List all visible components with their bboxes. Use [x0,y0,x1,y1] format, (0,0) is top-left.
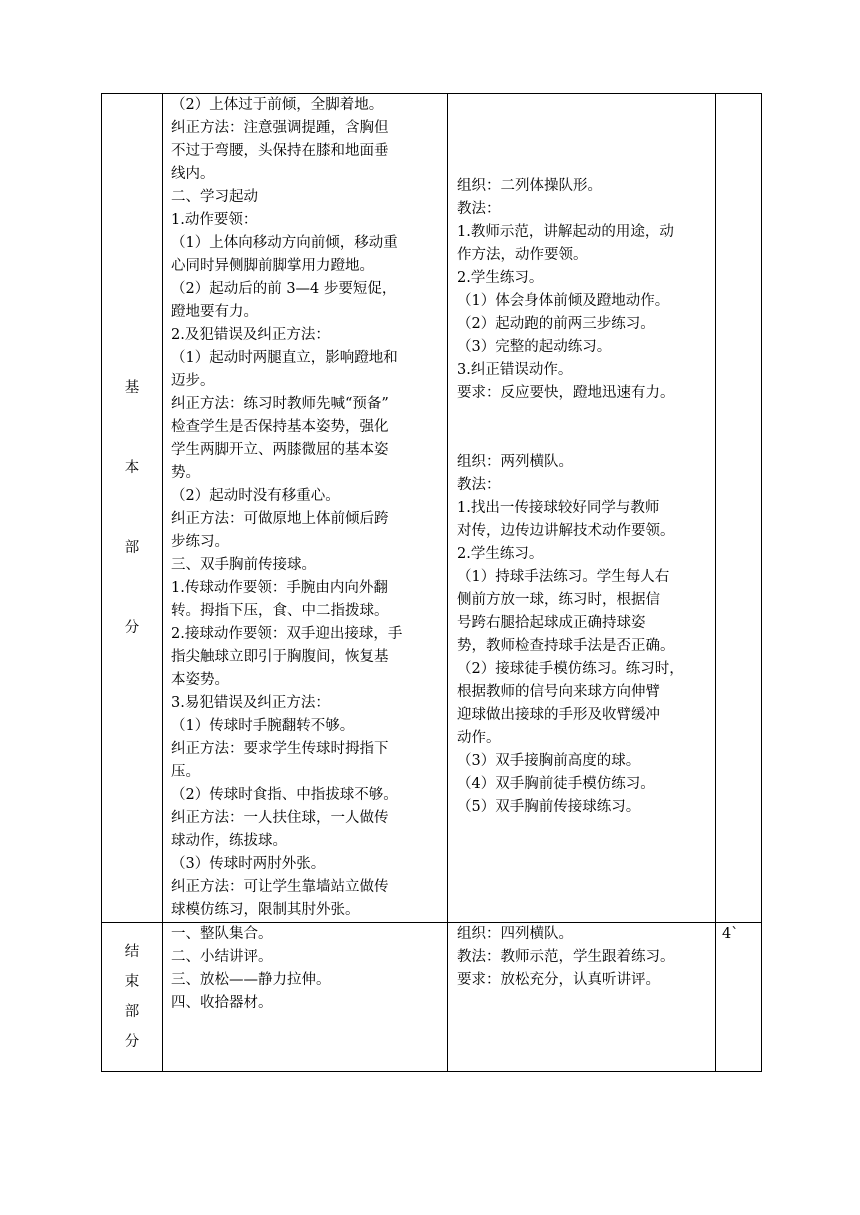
text-line: 教法： [457,201,501,217]
text-line: 要求：反应要快，蹬地迅速有力。 [457,385,675,401]
text-line: 1.教师示范，讲解起动的用途，动 [457,224,674,240]
text-line: 2.学生练习。 [457,270,544,286]
basic-time-cell [716,94,762,923]
text-line: 球模仿练习，限制其肘外张。 [171,902,360,918]
text-line: 根据教师的信号向来球方向伸臂 [457,684,660,700]
text-line: 组织：两列横队。 [457,454,573,470]
text-line: 纠正方法：可让学生靠墙站立做传 [171,879,389,895]
text-line: 二、小结讲评。 [171,949,273,965]
text-line: 侧前方放一球，练习时，根据信 [457,592,660,608]
text-line: 二、学习起动 [171,189,258,205]
end-method-lines [457,923,711,992]
end-time: 4` [722,926,739,942]
text-line: 2.及犯错误及纠正方法： [171,327,330,343]
text-line: 三、双手胸前传接球。 [171,557,316,573]
lesson-plan-table [101,93,762,1072]
text-line: （2）上体过于前倾，全脚着地。 [171,97,384,113]
text-line: 纠正方法：可做原地上体前倾后跨 [171,511,389,527]
text-line: （1）传球时手腕翻转不够。 [171,718,355,734]
text-line: 纠正方法：练习时教师先喊“预备” [171,396,389,412]
text-line: 3.纠正错误动作。 [457,362,573,378]
text-line: 1.传球动作要领：手腕由内向外翻 [171,580,388,596]
text-line: 不过于弯腰，头保持在膝和地面垂 [171,143,389,159]
label-char: 束 [124,974,140,990]
text-line: （2）起动跑的前两三步练习。 [457,316,655,332]
basic-content-lines [171,94,441,922]
text-line: 教法： [457,477,501,493]
text-line: 作方法，动作要领。 [457,247,588,263]
text-line: （4）双手胸前徒手模仿练习。 [457,776,655,792]
text-line: 转。拇指下压，食、中二指拨球。 [171,603,389,619]
end-content-cell [163,923,448,1072]
text-line: 心同时异侧脚前脚掌用力蹬地。 [171,258,374,274]
text-line: （5）双手胸前传接球练习。 [457,799,641,815]
basic-section-row [102,94,762,923]
text-line: 本姿势。 [171,672,229,688]
text-line: 要求：放松充分，认真听讲评。 [457,972,660,988]
text-line: 三、放松——静力拉伸。 [171,972,331,988]
end-time-cell [716,923,762,1072]
text-line: 四、收拾器材。 [171,995,273,1011]
label-char: 结 [124,944,140,960]
text-line: 1.动作要领： [171,212,258,228]
text-line: 步练习。 [171,534,229,550]
text-line: 教法：教师示范，学生跟着练习。 [457,949,675,965]
method-block-1 [457,175,711,405]
text-line: （3）双手接胸前高度的球。 [457,753,641,769]
end-method-cell [448,923,716,1072]
text-line: （3）完整的起动练习。 [457,339,612,355]
text-line: 对传，边传边讲解技术动作要领。 [457,523,675,539]
basic-section-label [102,94,163,923]
text-line: 线内。 [171,166,215,182]
text-line: 蹬地要有力。 [171,304,258,320]
text-line: 1.找出一传接球较好同学与教师 [457,500,660,516]
text-line: 组织：二列体操队形。 [457,178,602,194]
text-line: 纠正方法：要求学生传球时拇指下 [171,741,389,757]
text-line: 纠正方法：注意强调提踵，含胸但 [171,120,389,136]
basic-content-cell [163,94,448,923]
text-line: 2.接球动作要领：双手迎出接球，手 [171,626,403,642]
text-line: （3）传球时两肘外张。 [171,856,326,872]
text-line: 势，教师检查持球手法是否正确。 [457,638,675,654]
end-section-row [102,923,762,1072]
text-line: 检查学生是否保持基本姿势，强化 [171,419,389,435]
text-line: （2）传球时食指、中指拔球不够。 [171,787,398,803]
text-line: （1）上体向移动方向前倾，移动重 [171,235,398,251]
end-content-lines [171,923,441,1015]
end-section-label [102,923,163,1072]
method-block-2 [457,451,711,819]
text-line: 势。 [171,465,200,481]
text-line: 组织：四列横队。 [457,926,573,942]
text-line: 一、整队集合。 [171,926,273,942]
text-line: （2）起动时没有移重心。 [171,488,340,504]
label-char: 分 [124,1034,140,1050]
basic-method-cell [448,94,716,923]
text-line: 迈步。 [171,373,215,389]
text-line: （1）起动时两腿直立，影响蹬地和 [171,350,398,366]
label-char: 部 [124,1004,140,1020]
text-line: 纠正方法：一人扶住球，一人做传 [171,810,389,826]
text-line: 3.易犯错误及纠正方法： [171,695,330,711]
label-char: 基 [124,380,140,396]
text-line: 动作。 [457,730,501,746]
text-line: 号跨右腿拾起球成正确持球姿 [457,615,646,631]
text-line: （1）持球手法练习。学生每人右 [457,569,670,585]
text-line: （2）起动后的前 3—4 步要短促， [171,281,397,297]
text-line: 学生两脚开立、两膝微屈的基本姿 [171,442,389,458]
text-line: 球动作，练拔球。 [171,833,287,849]
text-line: 2.学生练习。 [457,546,544,562]
text-line: 指尖触球立即引于胸腹间，恢复基 [171,649,389,665]
label-char: 分 [124,620,140,636]
text-line: 迎球做出接球的手形及收臂缓冲 [457,707,660,723]
text-line: （1）体会身体前倾及蹬地动作。 [457,293,670,309]
label-char: 部 [124,540,140,556]
label-char: 本 [124,460,140,476]
text-line: （2）接球徒手模仿练习。练习时， [457,661,684,677]
text-line: 压。 [171,764,200,780]
